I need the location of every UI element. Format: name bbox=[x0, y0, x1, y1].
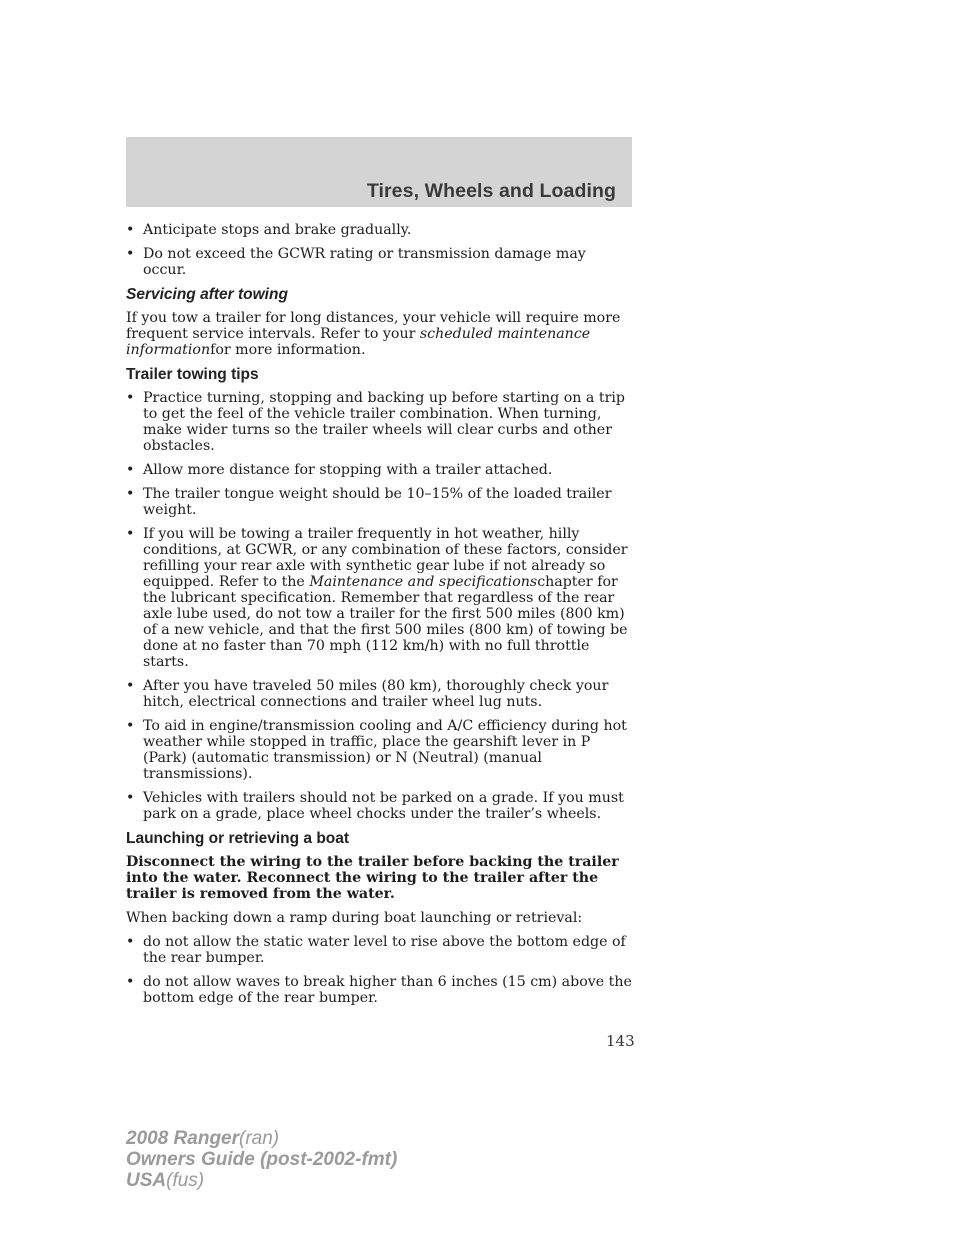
footer-line-guide bbox=[126, 1149, 397, 1170]
boat-intro: When backing down a ramp during boat launching or retrieval: bbox=[126, 910, 583, 926]
footer-market: USA bbox=[126, 1170, 167, 1191]
scheduled-maintenance-reference: scheduled maintenance information bbox=[126, 326, 591, 358]
chapter-header-band bbox=[126, 137, 632, 207]
bullet-icon: • bbox=[126, 790, 135, 806]
bullet-item bbox=[126, 246, 632, 278]
bullet-text-part: If you will be towing a trailer frequently in hot weather, hilly conditions, at GCWR, or any combination of these factors, consider refilling your rear axle with synthetic gear lube if not already so equipped. Refer to the bbox=[143, 526, 628, 590]
section-heading-boat: Launching or retrieving a boat bbox=[126, 830, 350, 847]
bullet-item bbox=[126, 486, 632, 518]
footer-line-market bbox=[126, 1170, 397, 1191]
page-content bbox=[126, 222, 632, 1014]
bullet-item bbox=[126, 390, 632, 454]
bullet-text bbox=[143, 526, 628, 670]
bullet-icon: • bbox=[126, 462, 135, 478]
bullet-item bbox=[126, 526, 632, 670]
footer-line-model bbox=[126, 1128, 397, 1149]
bullet-item bbox=[126, 678, 632, 710]
bullet-item bbox=[126, 718, 632, 782]
bullet-text: Allow more distance for stopping with a trailer attached. bbox=[143, 462, 553, 478]
bullet-icon: • bbox=[126, 222, 135, 238]
bullet-icon: • bbox=[126, 718, 135, 734]
bullet-text-part: chapter for the lubricant specification. Remember that regardless of the rear axle lube used, do not tow a trailer for the first 500 miles (800 km) of a new vehicle, and that the first 500 miles (800 km) of towing be done at no faster than 70 mph (112 km/h) with no full throttle starts. bbox=[143, 574, 628, 670]
bullet-item bbox=[126, 974, 632, 1006]
servicing-text: If you tow a trailer for long distances, your vehicle will require more frequent service intervals. Refer to your bbox=[126, 310, 621, 342]
bullet-text: Vehicles with trailers should not be parked on a grade. If you must park on a grade, place wheel chocks under the trailer’s wheels. bbox=[143, 790, 624, 822]
footer-model: 2008 Ranger bbox=[126, 1128, 240, 1149]
footer-model-code: (ran) bbox=[239, 1128, 280, 1149]
bullet-item bbox=[126, 934, 632, 966]
bullet-icon: • bbox=[126, 526, 135, 542]
bullet-text: Anticipate stops and brake gradually. bbox=[143, 222, 412, 238]
section-heading-servicing: Servicing after towing bbox=[126, 286, 288, 303]
bullet-text: do not allow the static water level to rise above the bottom edge of the rear bumper. bbox=[143, 934, 626, 966]
bullet-icon: • bbox=[126, 246, 135, 262]
bullet-item bbox=[126, 222, 632, 238]
bullet-icon: • bbox=[126, 390, 135, 406]
bullet-text: Do not exceed the GCWR rating or transmission damage may occur. bbox=[143, 246, 586, 278]
section-heading-towing-tips: Trailer towing tips bbox=[126, 366, 259, 383]
boat-warning: Disconnect the wiring to the trailer before backing the trailer into the water. Reconnect the wiring to the trailer after the trailer is removed from the water. bbox=[126, 854, 619, 902]
bullet-text: To aid in engine/transmission cooling and A/C efficiency during hot weather while stopped in traffic, place the gearshift lever in P (Park) (automatic transmission) or N (Neutral) (manual transmissions). bbox=[143, 718, 627, 782]
bullet-icon: • bbox=[126, 678, 135, 694]
bullet-text: Practice turning, stopping and backing up before starting on a trip to get the feel of the vehicle trailer combination. When turning, make wider turns so the trailer wheels will clear curbs and other obstacles. bbox=[143, 390, 625, 454]
bullet-text: The trailer tongue weight should be 10–15% of the loaded trailer weight. bbox=[143, 486, 612, 518]
bullet-icon: • bbox=[126, 486, 135, 502]
bullet-text: After you have traveled 50 miles (80 km), thoroughly check your hitch, electrical connections and trailer wheel lug nuts. bbox=[143, 678, 609, 710]
servicing-text-end: for more information. bbox=[210, 342, 366, 358]
footer-market-code: (fus) bbox=[166, 1170, 205, 1191]
bullet-text: do not allow waves to break higher than 6 inches (15 cm) above the bottom edge of the rear bumper. bbox=[143, 974, 632, 1006]
footer-guide: Owners Guide (post-2002-fmt) bbox=[126, 1149, 398, 1170]
chapter-title: Tires, Wheels and Loading bbox=[366, 180, 616, 202]
bullet-item bbox=[126, 790, 632, 822]
bullet-icon: • bbox=[126, 934, 135, 950]
bullet-item bbox=[126, 462, 632, 478]
page-number: 143 bbox=[606, 1032, 635, 1050]
document-footer bbox=[126, 1128, 397, 1191]
maintenance-specifications-reference: Maintenance and specifications bbox=[309, 574, 538, 590]
bullet-icon: • bbox=[126, 974, 135, 990]
servicing-paragraph bbox=[126, 310, 632, 358]
